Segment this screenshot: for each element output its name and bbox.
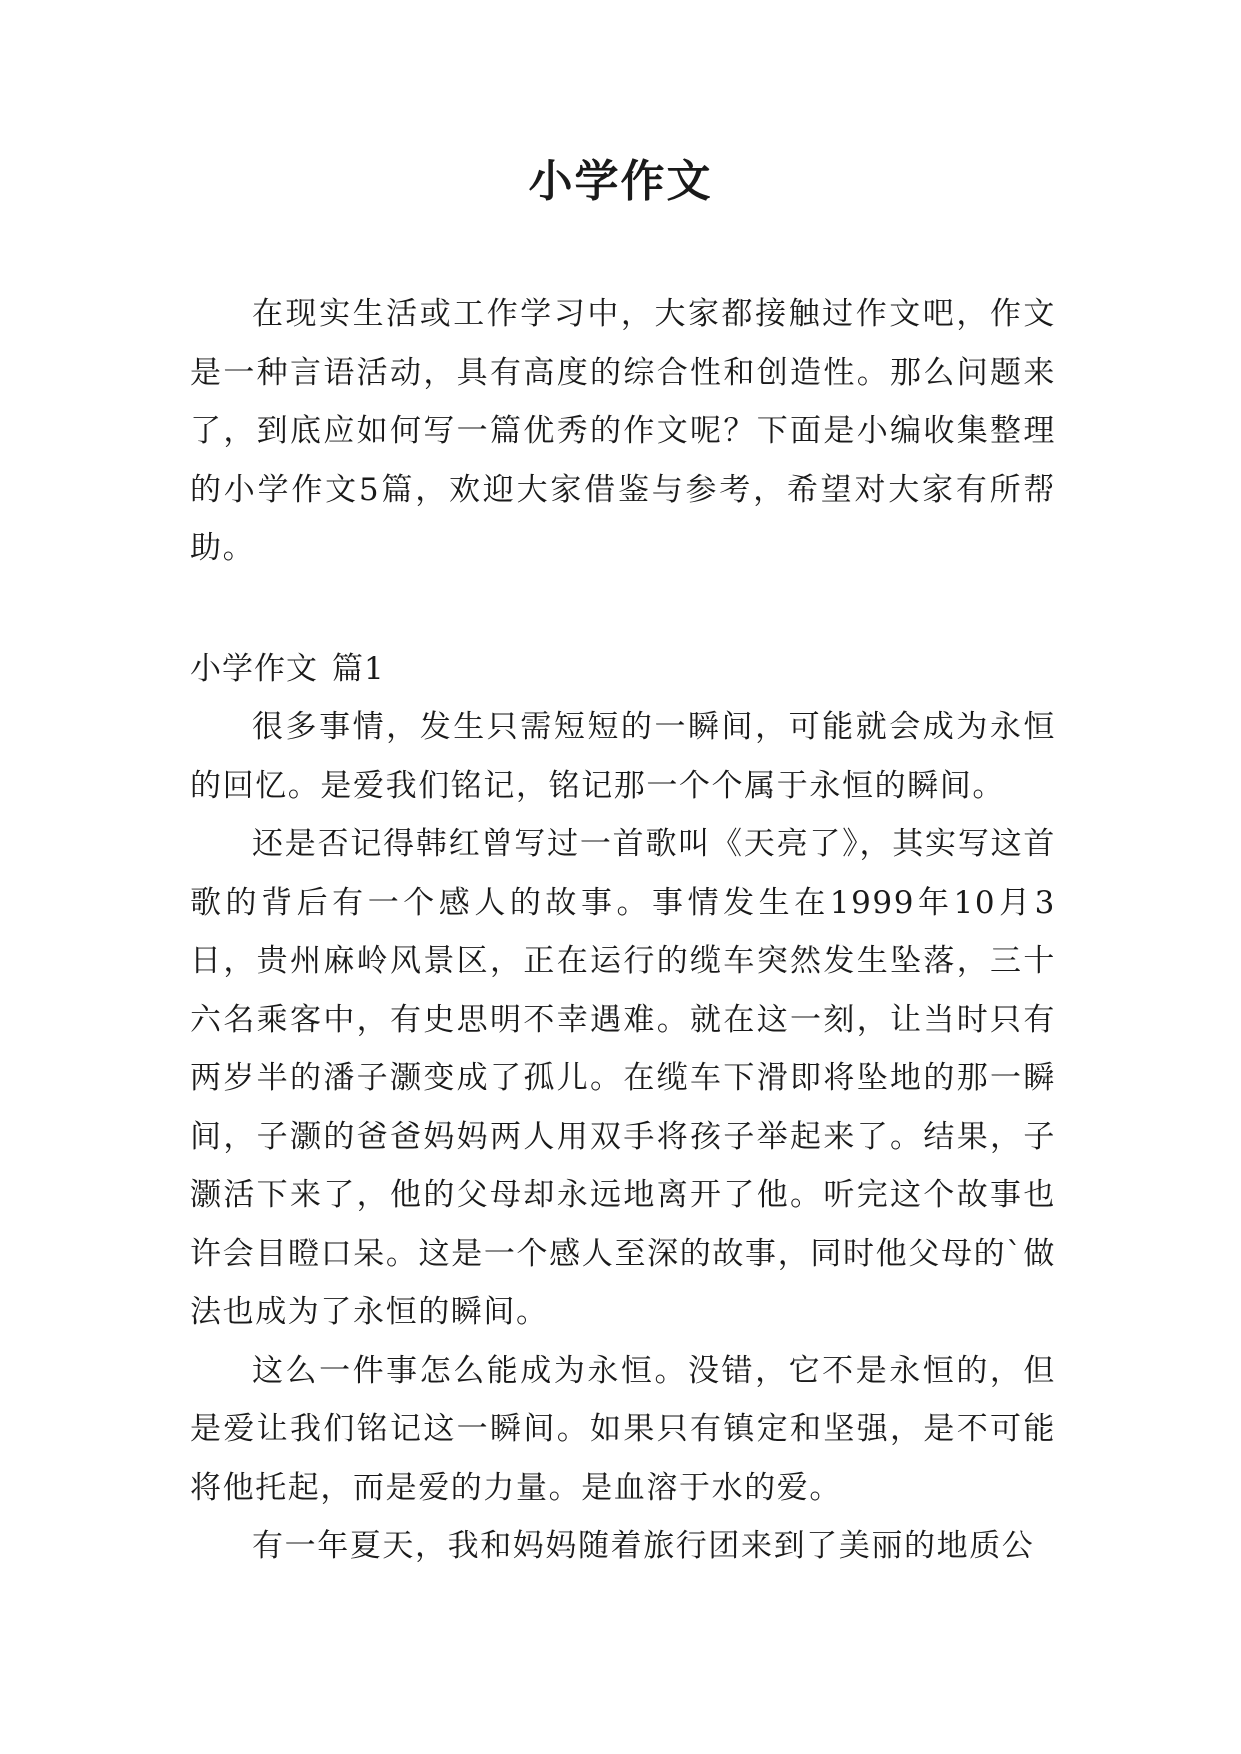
paragraph: 这么一件事怎么能成为永恒。没错，它不是永恒的，但是爱让我们铭记这一瞬间。如果只有镇定和坚强，是不可能将他托起，而是爱的力量。是血溶于水的爱。 <box>190 1352 1056 1506</box>
paragraph: 有一年夏天，我和妈妈随着旅行团来到了美丽的地质公 <box>252 1528 1035 1564</box>
essay-section <box>190 640 1056 1576</box>
section-heading-title: 小学作文 <box>190 651 318 687</box>
section-heading <box>190 640 1056 698</box>
document-title: 小学作文 <box>528 156 713 207</box>
intro-paragraph: 在现实生活或工作学习中，大家都接触过作文吧，作文是一种言语活动，具有高度的综合性和创造性。那么问题来了，到底应如何写一篇优秀的作文呢？下面是小编收集整理的小学作文5篇，欢迎大家借鉴与参考，希望对大家有所帮助。 <box>190 296 1056 566</box>
section-heading-number: 篇1 <box>332 651 385 687</box>
paragraph: 还是否记得韩红曾写过一首歌叫《天亮了》，其实写这首歌的背后有一个感人的故事。事情发生在1999年10月3日，贵州麻岭风景区，正在运行的缆车突然发生坠落，三十六名乘客中，有史思明不幸遇难。就在这一刻，让当时只有两岁半的潘子灏变成了孤儿。在缆车下滑即将坠地的那一瞬间，子灏的爸爸妈妈两人用双手将孩子举起来了。结果，子灏活下来了，他的父母却永远地离开了他。听完这个故事也许会目瞪口呆。这是一个感人至深的故事，同时他父母的`做法也成为了永恒的瞬间。 <box>190 826 1056 1330</box>
paragraph: 很多事情，发生只需短短的一瞬间，可能就会成为永恒的回忆。是爱我们铭记，铭记那一个个属于永恒的瞬间。 <box>190 709 1056 804</box>
